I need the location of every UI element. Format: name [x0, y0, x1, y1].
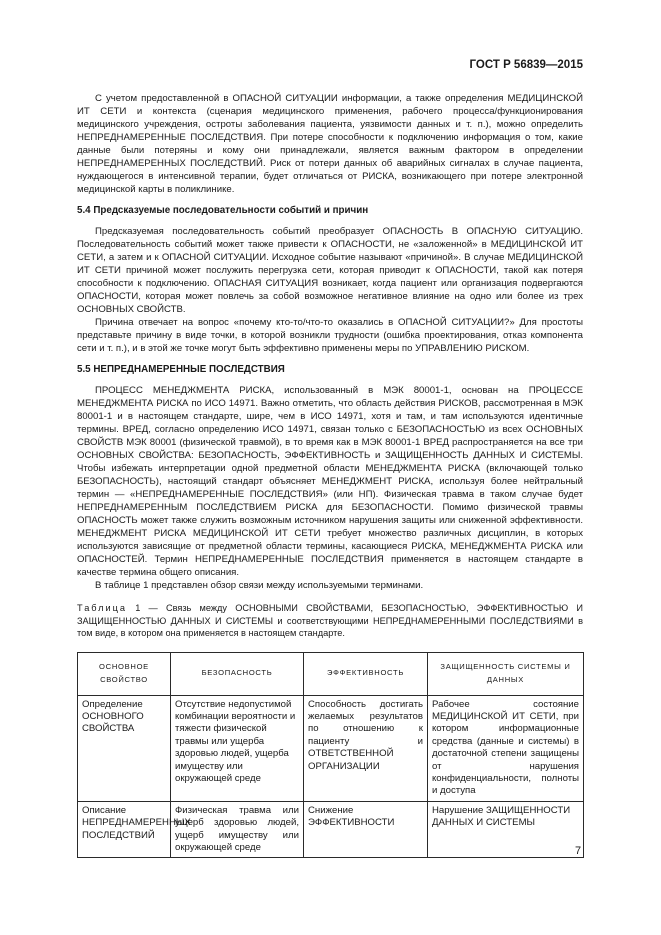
intro-paragraph: С учетом предоставленной в ОПАСНОЙ СИТУАЦИИ информации, а также определения МЕДИЦИНСКОЙ ИТ СЕТИ и контекста (сценария медицинского применения, рабочего процесса/функционирования медицинского учреждения, остроты заболевания пациента, уязвимости данных и т. п.), можно определить НЕПРЕДНАМЕРЕННЫЕ ПОСЛЕДСТВИЯ. При потере способности к подключению информация о том, какие данные были потеряны и кому они принадлежали, является важным фактором в определении НЕПРЕДНАМЕРЕННЫХ ПОСЛЕДСТВИЙ. Риск от потери данных об аварийных сигналах в случае пациента, нуждающегося в интенсивной терапии, будет отличаться от РИСКА, возникающего при потере электронной медицинской карты в поликлинике. [77, 93, 583, 195]
table-caption-label: Таблица [77, 603, 128, 613]
header-core-property: ОСНОВНОЕ СВОЙСТВО [78, 652, 171, 695]
section-5-5-paragraph-1: ПРОЦЕСС МЕНЕДЖМЕНТА РИСКА, использованный в МЭК 80001-1, основан на ПРОЦЕССЕ МЕНЕДЖМЕНТА РИСКА по ИСО 14971. Важно отметить, что область действия РИСКОВ, рассмотренная в МЭК 80001-1 и в настоящем стандарте, шире, чем в ИСО 14971, хотя и там, и там используются идентичные термины. ВРЕД, согласно определению ИСО 14971, связан только с БЕЗОПАСНОСТЬЮ из всех ОСНОВНЫХ СВОЙСТВ МЭК 80001 (физической травмой), в то время как в МЭК 80001-1 ВРЕД распространяется на все три ОСНОВНЫХ СВОЙСТВА: БЕЗОПАСНОСТЬ, ЭФФЕКТИВНОСТЬ и ЗАЩИЩЕННОСТЬ ДАННЫХ И СИСТЕМЫ. Чтобы избежать интерпретации одной предметной области МЕНЕДЖМЕНТА РИСКА (включающей только БЕЗОПАСНОСТЬ), настоящий стандарт объясняет МЕНЕДЖМЕНТ РИСКА, используя более нейтральный термин — «НЕПРЕДНАМЕРЕННЫЕ ПОСЛЕДСТВИЯ» (или НП). Физическая травма в таком случае будет НЕПРЕДНАМЕРЕННЫМ ПОСЛЕДСТВИЕМ РИСКА для БЕЗОПАСНОСТИ. Помимо физической травмы ОПАСНОСТЬ может также служить возможным источником нарушения защиты или сниженной эффективности. МЕНЕДЖМЕНТ РИСКА МЕДИЦИНСКОЙ ИТ СЕТИ требует множество различных дисциплин, в которых используются зависящие от предметной области термины, касающиеся РИСКА, МЕНЕДЖМЕНТА РИСКА или ОПАСНОСТЕЙ. Термин НЕПРЕДНАМЕРЕННЫЕ ПОСЛЕДСТВИЯ применяется в настоящем стандарте в качестве термина общего описания. [77, 385, 583, 578]
document-header: ГОСТ Р 56839—2015 [469, 59, 583, 71]
section-5-5-paragraph-2: В таблице 1 представлен обзор связи между используемыми терминами. [95, 580, 424, 591]
section-5-5-title: 5.5 НЕПРЕДНАМЕРЕННЫЕ ПОСЛЕДСТВИЯ [77, 364, 285, 375]
table-cell: Способность достигать желаемых результатов по отношению к пациенту и ОТВЕТСТВЕННОЙ ОРГАНИЗАЦИИ [304, 695, 428, 801]
table-header-row [78, 652, 584, 695]
table-row [78, 801, 584, 858]
section-5-4-title: 5.4 Предсказуемые последовательности событий и причин [77, 205, 369, 216]
table-cell: Рабочее состояние МЕДИЦИНСКОЙ ИТ СЕТИ, при котором информационные средства (данные и системы) в достаточной степени защищены от нарушения конфиденциальности, полноты и доступа [428, 695, 584, 801]
table-row [78, 695, 584, 801]
table-caption-text: 1 — Связь между ОСНОВНЫМИ СВОЙСТВАМИ, БЕЗОПАСНОСТЬЮ, ЭФФЕКТИВНОСТЬЮ И ЗАЩИЩЕННОСТЬЮ ДАННЫХ И СИСТЕМЫ и соответствующими НЕПРЕДНАМЕРЕННЫМИ ПОСЛЕДСТВИЯМИ в том виде, в котором она применяется в настоящем стандарте. [77, 603, 583, 638]
section-5-4-paragraph-2: Причина отвечает на вопрос «почему кто-то/что-то оказались в ОПАСНОЙ СИТУАЦИИ?» Для простоты представьте причину в виде точки, в которой возникли трудности (ошибка проектирования, отказ компонента сети и т. п.), и в этой же точке могут быть эффективно применены меры по УПРАВЛЕНИЮ РИСКОМ. [77, 317, 583, 354]
header-safety: БЕЗОПАСНОСТЬ [171, 652, 304, 695]
table-caption [77, 602, 583, 640]
table-cell: Описание НЕПРЕДНАМЕРЕННЫХ ПОСЛЕДСТВИЙ [78, 801, 171, 858]
table-cell: Определение ОСНОВНОГО СВОЙСТВА [78, 695, 171, 801]
table-cell: Отсутствие недопустимой комбинации вероятности и тяжести физической травмы или ущерба здоровью людей, ущерба имуществу или окружающей среде [171, 695, 304, 801]
relationship-table [77, 652, 584, 859]
header-security: ЗАЩИЩЕННОСТЬ СИСТЕМЫ И ДАННЫХ [428, 652, 584, 695]
table-cell: Нарушение ЗАЩИЩЕННОСТИ ДАННЫХ И СИСТЕМЫ [428, 801, 584, 858]
table-cell: Физическая травма или ущерб здоровью людей, ущерб имуществу или окружающей среде [171, 801, 304, 858]
header-effectiveness: ЭФФЕКТИВНОСТЬ [304, 652, 428, 695]
page-content [77, 92, 583, 858]
table-cell: Снижение ЭФФЕКТИВНОСТИ [304, 801, 428, 858]
page-number: 7 [575, 845, 582, 857]
section-5-4-paragraph-1: Предсказуемая последовательность событий преобразует ОПАСНОСТЬ В ОПАСНУЮ СИТУАЦИЮ. Последовательность событий может также привести к ОПАСНОСТИ, не «заложенной» в МЕДИЦИНСКОЙ ИТ СЕТИ, а затем и к ОПАСНОЙ СИТУАЦИИ. Исходное событие называют «причиной». В случае МЕДИЦИНСКОЙ ИТ СЕТИ причиной может послужить перегрузка сети, которая приводит к ОПАСНОСТИ, такой как потеря способности к подключению. ОПАСНАЯ СИТУАЦИЯ возникает, когда пациент или организация подвергаются ОПАСНОСТИ, которая может повлечь за собой возможное негативное влияние на одно или более из трех ОСНОВНЫХ СВОЙСТВ. [77, 226, 583, 315]
